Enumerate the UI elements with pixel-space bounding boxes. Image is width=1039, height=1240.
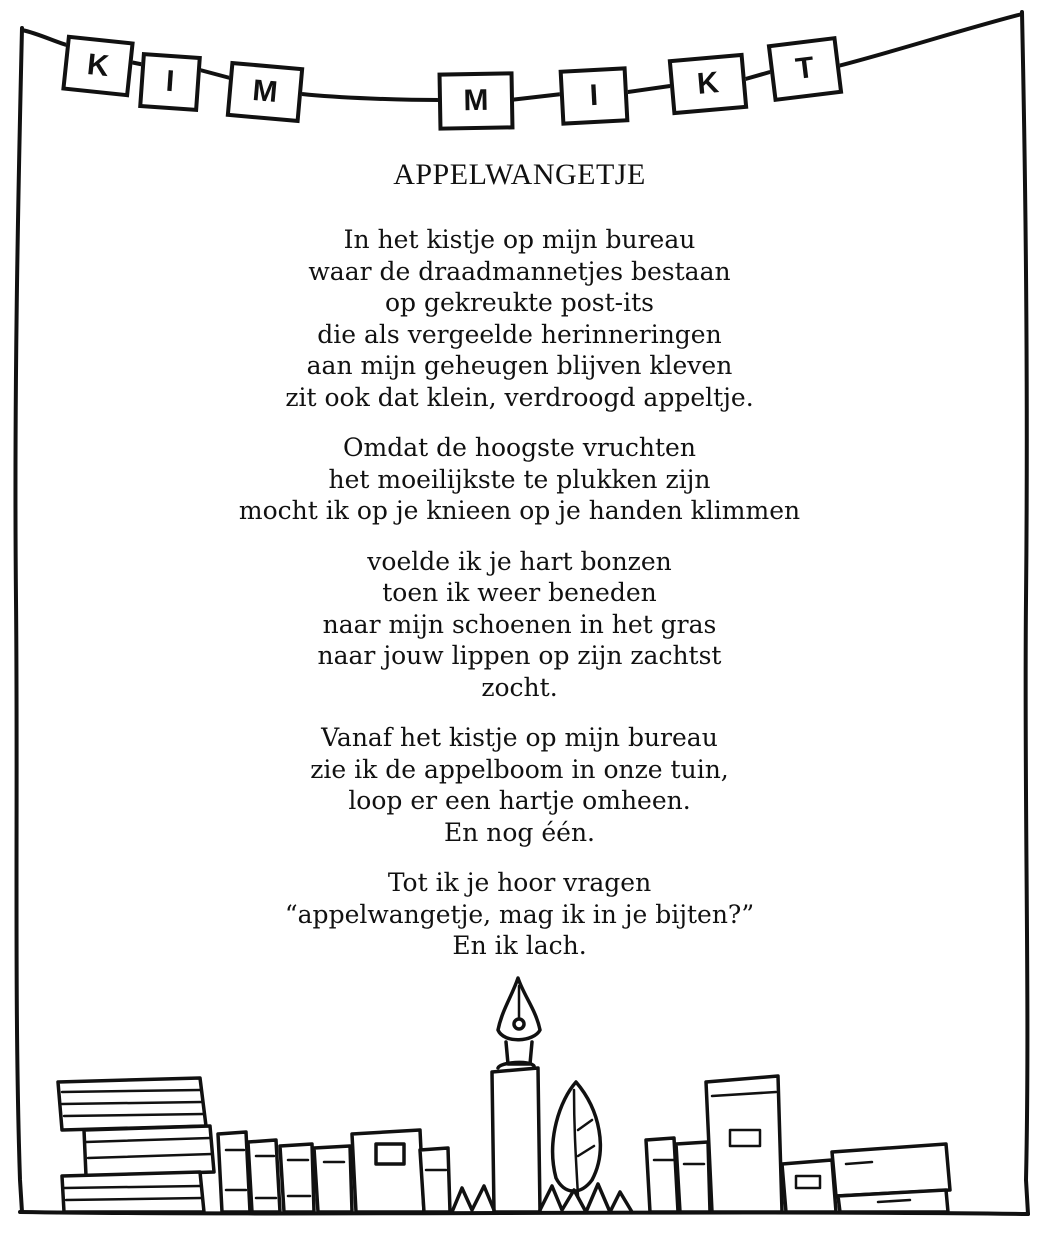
stanza-5 [0,867,1039,962]
banner-letter-k: K [61,35,134,98]
poem-line: voelde ik je hart bonzen [367,546,672,576]
poem-line: aan mijn geheugen blijven kleven [306,351,733,380]
poem-line: die als vergeelde herinneringen [317,319,722,349]
poem-line: loop er een hartje omheen. [348,786,691,815]
poem-title: APPELWANGETJE [393,158,646,191]
poem-line: Omdat de hoogste vruchten [343,433,696,462]
poem-line: En ik lach. [452,931,587,960]
poem-line: zit ook dat klein, verdroogd appeltje. [285,382,754,412]
poem-body [0,224,1039,981]
poem-line: Tot ik je hoor vragen [387,868,652,897]
poem-line: op gekreukte post-its [385,288,654,317]
poem-line: Vanaf het kistje op mijn bureau [321,723,718,752]
stanza-1 [0,224,1039,413]
poem-line: toen ik weer beneden [382,578,657,607]
stanza-4 [0,722,1039,848]
poem-line: “appelwangetje, mag ik in je bijten?” [284,899,755,929]
poem-line: En nog één. [443,817,596,847]
poem-line: het moeilijkste te plukken zijn [328,464,711,494]
banner-letter-m: M [437,71,514,130]
poem-line: waar de draadmannetjes bestaan [308,256,731,286]
banner-letter-m: M [226,61,305,123]
banner-letter-i: I [559,66,630,125]
poem-line: mocht ik op je knieen op je handen klimmen [238,496,801,525]
poem-line: In het kistje op mijn bureau [343,225,696,254]
poem-line: naar mijn schoenen in het gras [322,609,717,639]
poem-line: zocht. [481,672,558,702]
stanza-3 [0,546,1039,704]
poem-line: zie ik de appelboom in onze tuin, [310,754,729,784]
poem-line: naar jouw lippen op zijn zachtst [317,641,722,670]
banner-letter-t: T [767,36,844,102]
banner-letter-i: I [138,52,202,112]
banner-letter-k: K [668,53,749,115]
stanza-2 [0,432,1039,527]
